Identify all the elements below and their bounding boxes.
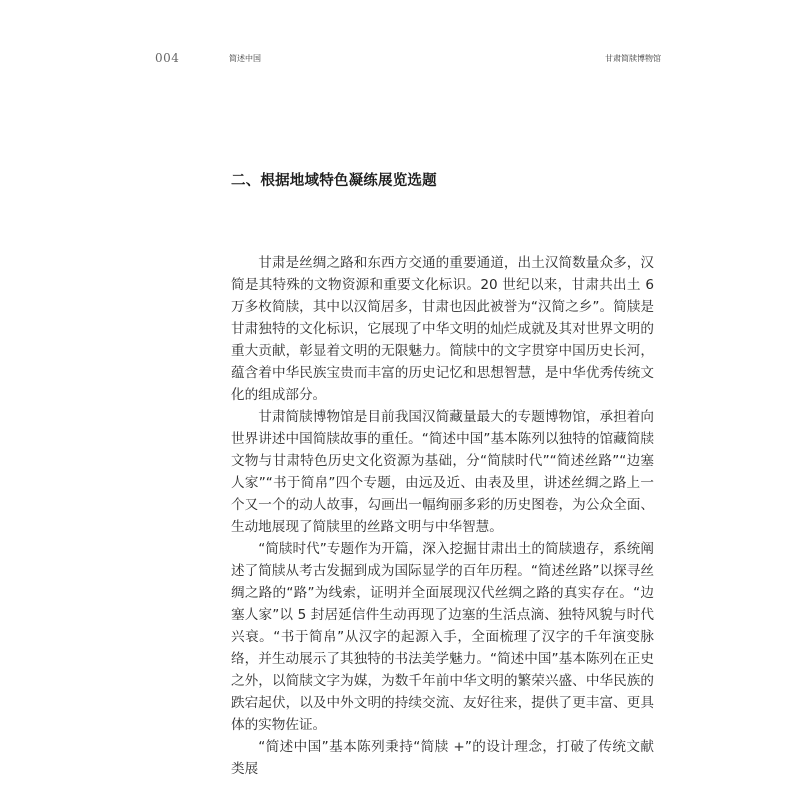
book-title: 简述中国 bbox=[229, 54, 261, 63]
paragraph: “简牍时代”专题作为开篇，深入挖掘甘肃出土的简牍遗存，系统阐述了简牍从考古发掘到成为国际显学的百年历程。“简述丝路”以探寻丝绸之路的“路”为线索，证明并全面展现汉代丝绸之路的真实存在。“边塞人家”以 5 封居延信件生动再现了边塞的生活点滴、独特风貌与时代兴衰。“书于简帛”从汉字的起源入手，全面梳理了汉字的千年演变脉络，并生动展示了其独特的书法美学魅力。“简述中国”基本陈列在正史之外，以简牍文字为媒，为数千年前中华文明的繁荣兴盛、中华民族的跌宕起伏，以及中外文明的持续交流、友好往来，提供了更丰富、更具体的实物佐证。 bbox=[231, 541, 654, 733]
paragraph: 甘肃是丝绸之路和东西方交通的重要通道，出土汉简数量众多，汉简是其特殊的文物资源和重要文化标识。20 世纪以来，甘肃共出土 6 万多枚简牍，其中以汉简居多，甘肃也因此被誉为“汉简之乡”。简牍是甘肃独特的文化标识，它展现了中华文明的灿烂成就及其对世界文明的重大贡献，彰显着文明的无限魅力。简牍中的文字贯穿中国历史长河，蕴含着中华民族宝贵而丰富的历史记忆和思想智慧，是中华优秀传统文化的组成部分。 bbox=[231, 255, 654, 403]
page-number: 004 bbox=[155, 51, 180, 65]
section-title: 二、根据地域特色凝练展览选题 bbox=[231, 173, 437, 189]
paragraph: 甘肃简牍博物馆是目前我国汉简藏量最大的专题博物馆，承担着向世界讲述中国简牍故事的重任。“简述中国”基本陈列以独特的馆藏简牍文物与甘肃特色历史文化资源为基础，分“简牍时代”“简述丝路”“边塞人家”“书于简帛”四个专题，由远及近、由表及里，讲述丝绸之路上一个又一个的动人故事，勾画出一幅绚丽多彩的历史图卷，为公众全面、生动地展现了简牍里的丝路文明与中华智慧。 bbox=[231, 409, 654, 535]
paragraph: “简述中国”基本陈列秉持“简牍 +”的设计理念，打破了传统文献类展 bbox=[231, 739, 654, 777]
body-text bbox=[231, 252, 654, 780]
publisher-name: 甘肃简牍博物馆 bbox=[605, 54, 661, 63]
